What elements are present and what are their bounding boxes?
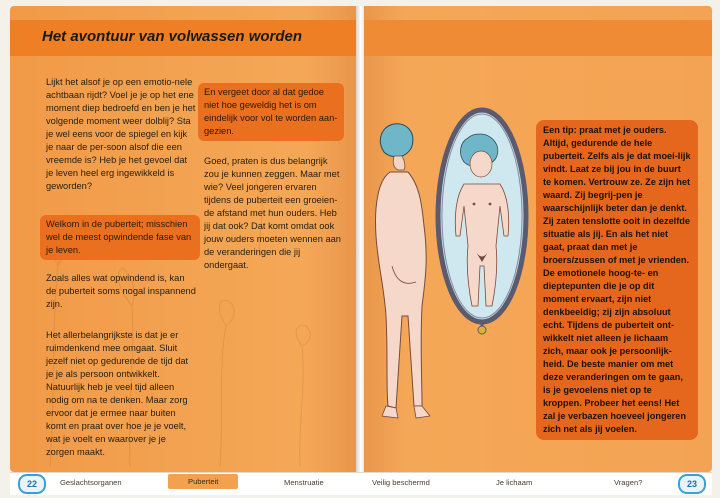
parents-tip: Een tip: praat met je ouders. Altijd, gedurende de hele puberteit. Zelfs als je dat moei-lijk vindt. Laat ze bij jou in de buurt te komen. Vertrouw ze. Ze zijn het waard. Zij begrij-pen je waarschijnlijk beter dan je denkt. Zij zaten tenslotte ooit in dezelfde situatie als jij. En als het niet gaat, praat dan met je broers/zussen of met je vrienden. De emotionele hoog-te- en dieptepunten die je op dit moment ervaart, zijn niet denkbeeldig; zij zijn absoluut echt. Tijdens de puberteit ont-wikkelt niet alleen je lichaam zich, maar ook je persoonlijk-heid. De beste manier om met deze veranderingen om te gaan, is je gevoelens niet op te kroppen. Probeer het eens! Het zal je verbazen hoeveel jongeren zich net als jij voelen. bbox=[536, 120, 698, 440]
nav-item-geslachtsorganen[interactable]: Geslachtsorganen bbox=[60, 478, 122, 487]
nav-item-menstruatie[interactable]: Menstruatie bbox=[284, 478, 324, 487]
girl-mirror-illustration bbox=[364, 106, 544, 456]
open-minded-paragraph: Het allerbelangrijkste is dat je er ruimdenkend mee omgaat. Sluit jezelf niet op gedurende de tijd dat je je als persoon ontwikkelt. Natuurlijk heb je veel tijd alleen nodig om na te denken. Maar zorg ervoor dat je ermee naar buiten komt en praat over hoe je je voelt, wat je voelt en waarover je je zorgen maakt. bbox=[46, 330, 189, 457]
welcome-highlight: Welkom in de puberteit; misschien wel de meest opwindende fase van je leven. bbox=[40, 215, 200, 260]
page-number-right: 23 bbox=[678, 474, 706, 494]
girl-figure bbox=[376, 124, 430, 418]
nav-item-puberteit[interactable]: Puberteit bbox=[168, 474, 238, 489]
talking-paragraph: Goed, praten is dus belangrijk zou je kunnen zeggen. Maar met wie? Veel jongeren ervaren tijdens de puberteit een groeien-de afstand met hun ouders. Heb jij dat ook? Dat komt omdat ook jouw ouders moeten wennen aan de veranderingen die jij ondergaat. bbox=[204, 156, 341, 270]
left-page bbox=[10, 6, 358, 472]
nav-item-veilig-beschermd[interactable]: Veilig beschermd bbox=[372, 478, 430, 487]
exciting-paragraph: Zoals alles wat opwindend is, kan de puberteit soms nogal inspannend zijn. bbox=[46, 273, 196, 309]
nav-item-je-lichaam[interactable]: Je lichaam bbox=[496, 478, 533, 487]
page-title: Het avontuur van volwassen worden bbox=[42, 28, 303, 45]
intro-paragraph: Lijkt het alsof je op een emotio-nele achtbaan rijdt? Voel je je op het ene moment diep bedroefd en ben je het volgende moment weer dolblij? Sta je wel eens voor de spiegel en kijk je naar de per-soon alsof die een vreemde is? Heb je het gevoel dat je leven heel erg ingewikkeld is geworden? bbox=[46, 77, 196, 191]
mirror bbox=[438, 110, 526, 334]
page-number-left: 22 bbox=[18, 474, 46, 494]
right-page bbox=[364, 6, 712, 472]
nav-item-vragen[interactable]: Vragen? bbox=[614, 478, 643, 487]
title-bar-right bbox=[364, 20, 712, 56]
dont-forget-highlight: En vergeet door al dat gedoe niet hoe geweldig het is om eindelijk voor vol te worden aan-gezien. bbox=[198, 83, 344, 141]
footer-navigation bbox=[10, 472, 712, 495]
